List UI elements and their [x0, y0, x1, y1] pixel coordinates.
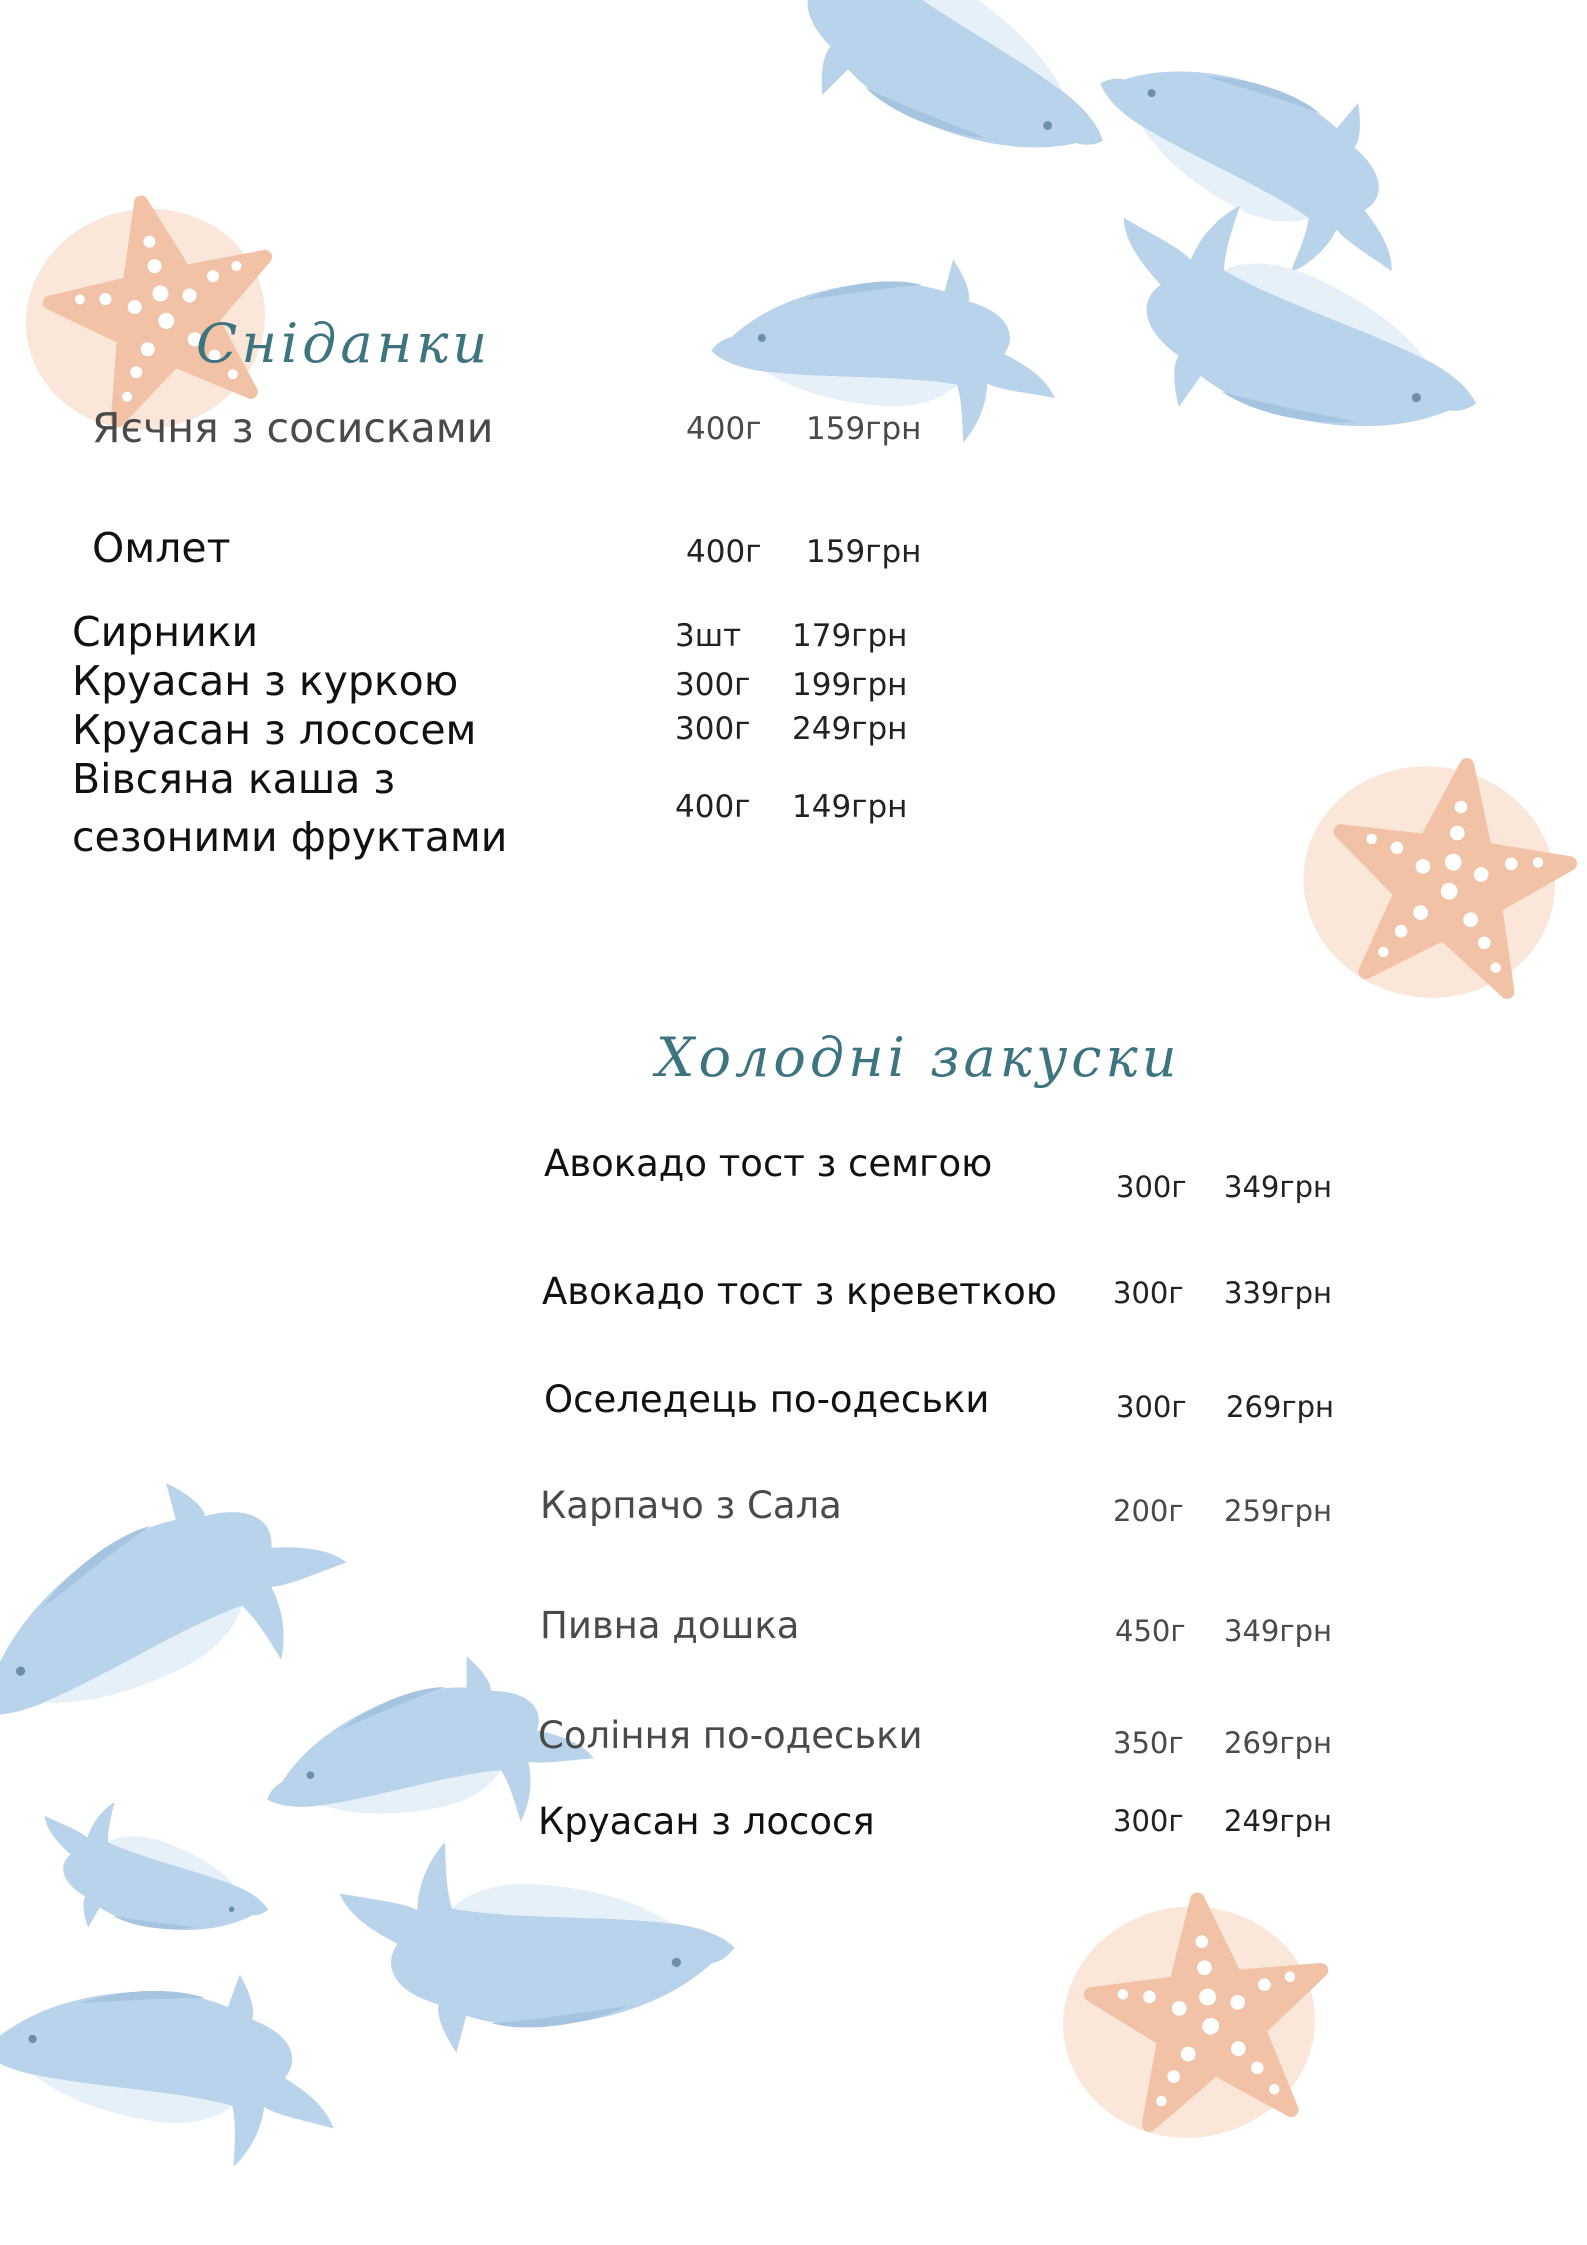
item-name: Соління по-одеськи [538, 1714, 923, 1757]
item-weight: 300г [1116, 1170, 1187, 1204]
item-price: 339грн [1224, 1276, 1332, 1310]
item-name-line1: Вівсяна каша з [72, 755, 396, 803]
item-price: 349грн [1224, 1170, 1332, 1204]
item-price: 149грн [792, 789, 908, 825]
item-name: Карпачо з Сала [540, 1484, 842, 1527]
item-name-line2: сезоними фруктами [72, 813, 508, 861]
item-weight: 300г [1113, 1276, 1184, 1310]
item-weight: 300г [675, 667, 751, 703]
item-weight: 350г [1113, 1726, 1184, 1760]
item-price: 249грн [1224, 1804, 1332, 1838]
item-price: 249грн [792, 711, 908, 747]
item-name: Авокадо тост з креветкою [542, 1270, 1057, 1313]
item-name: Сирники [72, 608, 259, 656]
item-weight: 450г [1115, 1614, 1186, 1648]
item-price: 269грн [1226, 1390, 1334, 1424]
item-price: 179грн [792, 618, 908, 654]
item-weight: 300г [1116, 1390, 1187, 1424]
item-price: 159грн [806, 534, 922, 570]
item-weight: 3шт [675, 618, 742, 654]
item-name: Пивна дошка [540, 1604, 800, 1647]
dolphin-icon [1010, 230, 1460, 460]
item-weight: 400г [686, 534, 762, 570]
starfish-icon [1060, 1880, 1350, 2160]
item-price: 349грн [1224, 1614, 1332, 1648]
item-name: Авокадо тост з семгою [544, 1142, 993, 1185]
dolphin-icon [720, 210, 1050, 540]
item-price: 199грн [792, 667, 908, 703]
item-weight: 300г [1113, 1804, 1184, 1838]
starfish-icon [1300, 750, 1587, 1020]
section-title-breakfast: Сніданки [196, 312, 492, 375]
item-name: Круасан з лососем [72, 706, 477, 754]
item-name: Круасан з лосося [538, 1800, 875, 1843]
item-price: 259грн [1224, 1494, 1332, 1528]
item-weight: 300г [675, 711, 751, 747]
item-name: Оселедець по-одеськи [544, 1378, 990, 1421]
item-name: Омлет [92, 524, 231, 572]
item-weight: 200г [1113, 1494, 1184, 1528]
dolphin-icon [0, 1960, 400, 2200]
item-weight: 400г [675, 789, 751, 825]
item-name: Круасан з куркою [72, 657, 459, 705]
item-price: 159грн [806, 411, 922, 447]
dolphin-icon [700, 0, 1080, 220]
item-name: Яєчня з сосисками [92, 404, 494, 452]
item-price: 269грн [1224, 1726, 1332, 1760]
section-title-cold-starters: Холодні закуски [656, 1026, 1181, 1089]
item-weight: 400г [686, 411, 762, 447]
